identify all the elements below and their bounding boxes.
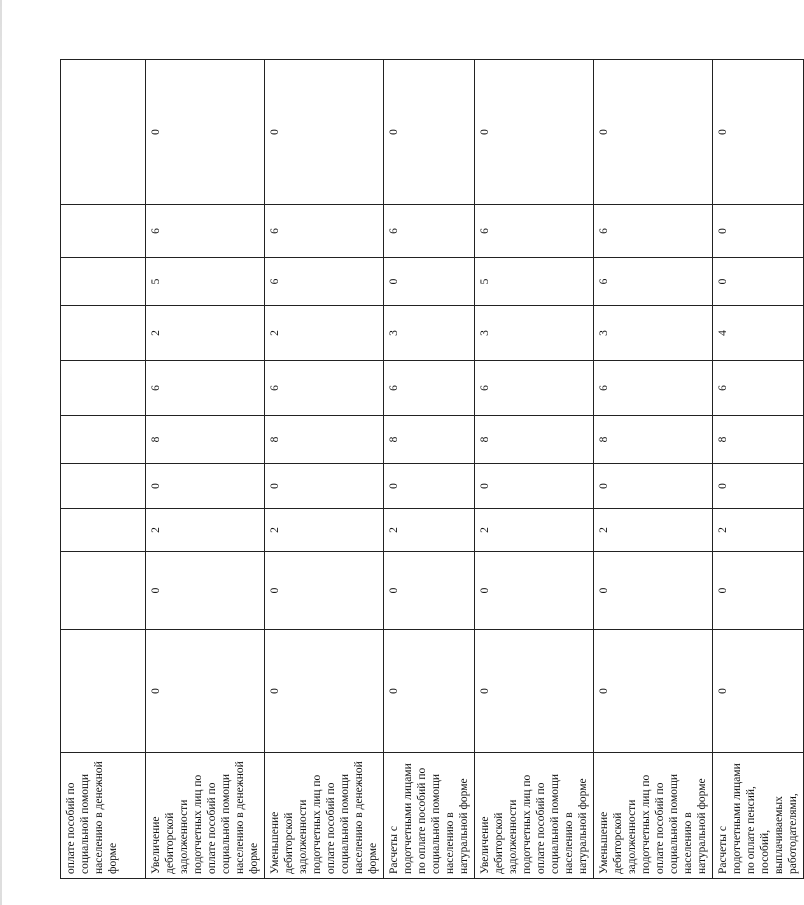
table-row bbox=[146, 60, 265, 879]
row-label: Расчеты с подотчетными лицами по оплате пенсий, пособий, выплачиваемых работодателями, bbox=[713, 753, 804, 879]
table-cell: 8 bbox=[713, 416, 804, 464]
scan-edge bbox=[0, 0, 2, 905]
row-label: Расчеты с подотчетными лицами по оплате пособий по социальной помощи населению в натуральной форме bbox=[384, 753, 475, 879]
table-cell: 0 bbox=[146, 464, 265, 509]
table-cell: 0 bbox=[594, 552, 713, 630]
table-cell: 0 bbox=[713, 205, 804, 258]
table-row bbox=[475, 60, 594, 879]
table-row bbox=[594, 60, 713, 879]
row-label: Уменьшение дебиторской задолженности подотчетных лиц по оплате пособий по социальной помощи населению в денежной форме bbox=[265, 753, 384, 879]
table-cell bbox=[61, 464, 146, 509]
table-cell: 0 bbox=[594, 630, 713, 753]
table-cell: 0 bbox=[265, 630, 384, 753]
table-cell: 6 bbox=[265, 258, 384, 306]
table-cell bbox=[61, 361, 146, 416]
table-cell: 0 bbox=[265, 60, 384, 205]
table-cell: 0 bbox=[475, 552, 594, 630]
table-cell: 0 bbox=[713, 60, 804, 205]
table-cell: 0 bbox=[384, 464, 475, 509]
table-cell bbox=[61, 509, 146, 552]
table-row bbox=[713, 60, 804, 879]
table-cell: 6 bbox=[265, 205, 384, 258]
table-cell: 0 bbox=[475, 630, 594, 753]
table-cell: 6 bbox=[713, 361, 804, 416]
table-cell: 6 bbox=[146, 205, 265, 258]
table-cell: 0 bbox=[475, 60, 594, 205]
row-label: Увеличение дебиторской задолженности подотчетных лиц по оплате пособий по социальной помощи населению в натуральной форме bbox=[475, 753, 594, 879]
table-cell: 4 bbox=[713, 306, 804, 361]
table-cell: 0 bbox=[713, 464, 804, 509]
table-cell: 6 bbox=[146, 361, 265, 416]
table-row bbox=[61, 60, 146, 879]
table-cell: 6 bbox=[475, 205, 594, 258]
table-cell: 8 bbox=[594, 416, 713, 464]
table-cell bbox=[61, 630, 146, 753]
table-cell bbox=[61, 258, 146, 306]
table-cell: 0 bbox=[475, 464, 594, 509]
table-cell: 0 bbox=[146, 60, 265, 205]
table-cell: 0 bbox=[713, 258, 804, 306]
table-cell: 6 bbox=[265, 361, 384, 416]
table-cell: 6 bbox=[384, 361, 475, 416]
table-cell: 5 bbox=[146, 258, 265, 306]
table-cell: 2 bbox=[475, 509, 594, 552]
accounts-table bbox=[60, 59, 804, 879]
table-cell: 8 bbox=[146, 416, 265, 464]
row-label: оплате пособий по социальной помощи населению в денежной форме bbox=[61, 753, 146, 879]
rotated-table-wrapper bbox=[60, 60, 799, 879]
table-cell: 2 bbox=[384, 509, 475, 552]
table-cell bbox=[61, 205, 146, 258]
row-label: Уменьшение дебиторской задолженности подотчетных лиц по оплате пособий по социальной помощи населению в натуральной форме bbox=[594, 753, 713, 879]
table-cell: 0 bbox=[146, 630, 265, 753]
table-cell: 2 bbox=[713, 509, 804, 552]
table-cell: 3 bbox=[384, 306, 475, 361]
table-cell: 8 bbox=[265, 416, 384, 464]
table-cell: 2 bbox=[265, 306, 384, 361]
table-cell: 0 bbox=[384, 630, 475, 753]
table-cell: 2 bbox=[594, 509, 713, 552]
table-cell: 8 bbox=[475, 416, 594, 464]
table-cell: 0 bbox=[713, 630, 804, 753]
table-cell: 2 bbox=[265, 509, 384, 552]
table-row bbox=[265, 60, 384, 879]
table-cell: 0 bbox=[384, 60, 475, 205]
table-cell: 0 bbox=[594, 60, 713, 205]
table-cell: 2 bbox=[146, 306, 265, 361]
table-cell: 6 bbox=[594, 258, 713, 306]
table-cell: 5 bbox=[475, 258, 594, 306]
table-cell: 0 bbox=[384, 258, 475, 306]
table-cell: 0 bbox=[713, 552, 804, 630]
table-cell: 6 bbox=[475, 361, 594, 416]
table-cell: 6 bbox=[594, 361, 713, 416]
table-cell: 0 bbox=[384, 552, 475, 630]
row-label: Увеличение дебиторской задолженности подотчетных лиц по оплате пособий по социальной помощи населению в денежной форме bbox=[146, 753, 265, 879]
table-cell: 8 bbox=[384, 416, 475, 464]
table-cell bbox=[61, 306, 146, 361]
table-cell bbox=[61, 60, 146, 205]
table-row bbox=[384, 60, 475, 879]
table-cell: 2 bbox=[146, 509, 265, 552]
table-cell: 3 bbox=[594, 306, 713, 361]
table-cell: 6 bbox=[594, 205, 713, 258]
table-cell: 0 bbox=[265, 552, 384, 630]
table-cell bbox=[61, 552, 146, 630]
table-cell: 6 bbox=[384, 205, 475, 258]
table-cell: 0 bbox=[594, 464, 713, 509]
table-cell bbox=[61, 416, 146, 464]
table-cell: 0 bbox=[146, 552, 265, 630]
table-cell: 3 bbox=[475, 306, 594, 361]
table-cell: 0 bbox=[265, 464, 384, 509]
